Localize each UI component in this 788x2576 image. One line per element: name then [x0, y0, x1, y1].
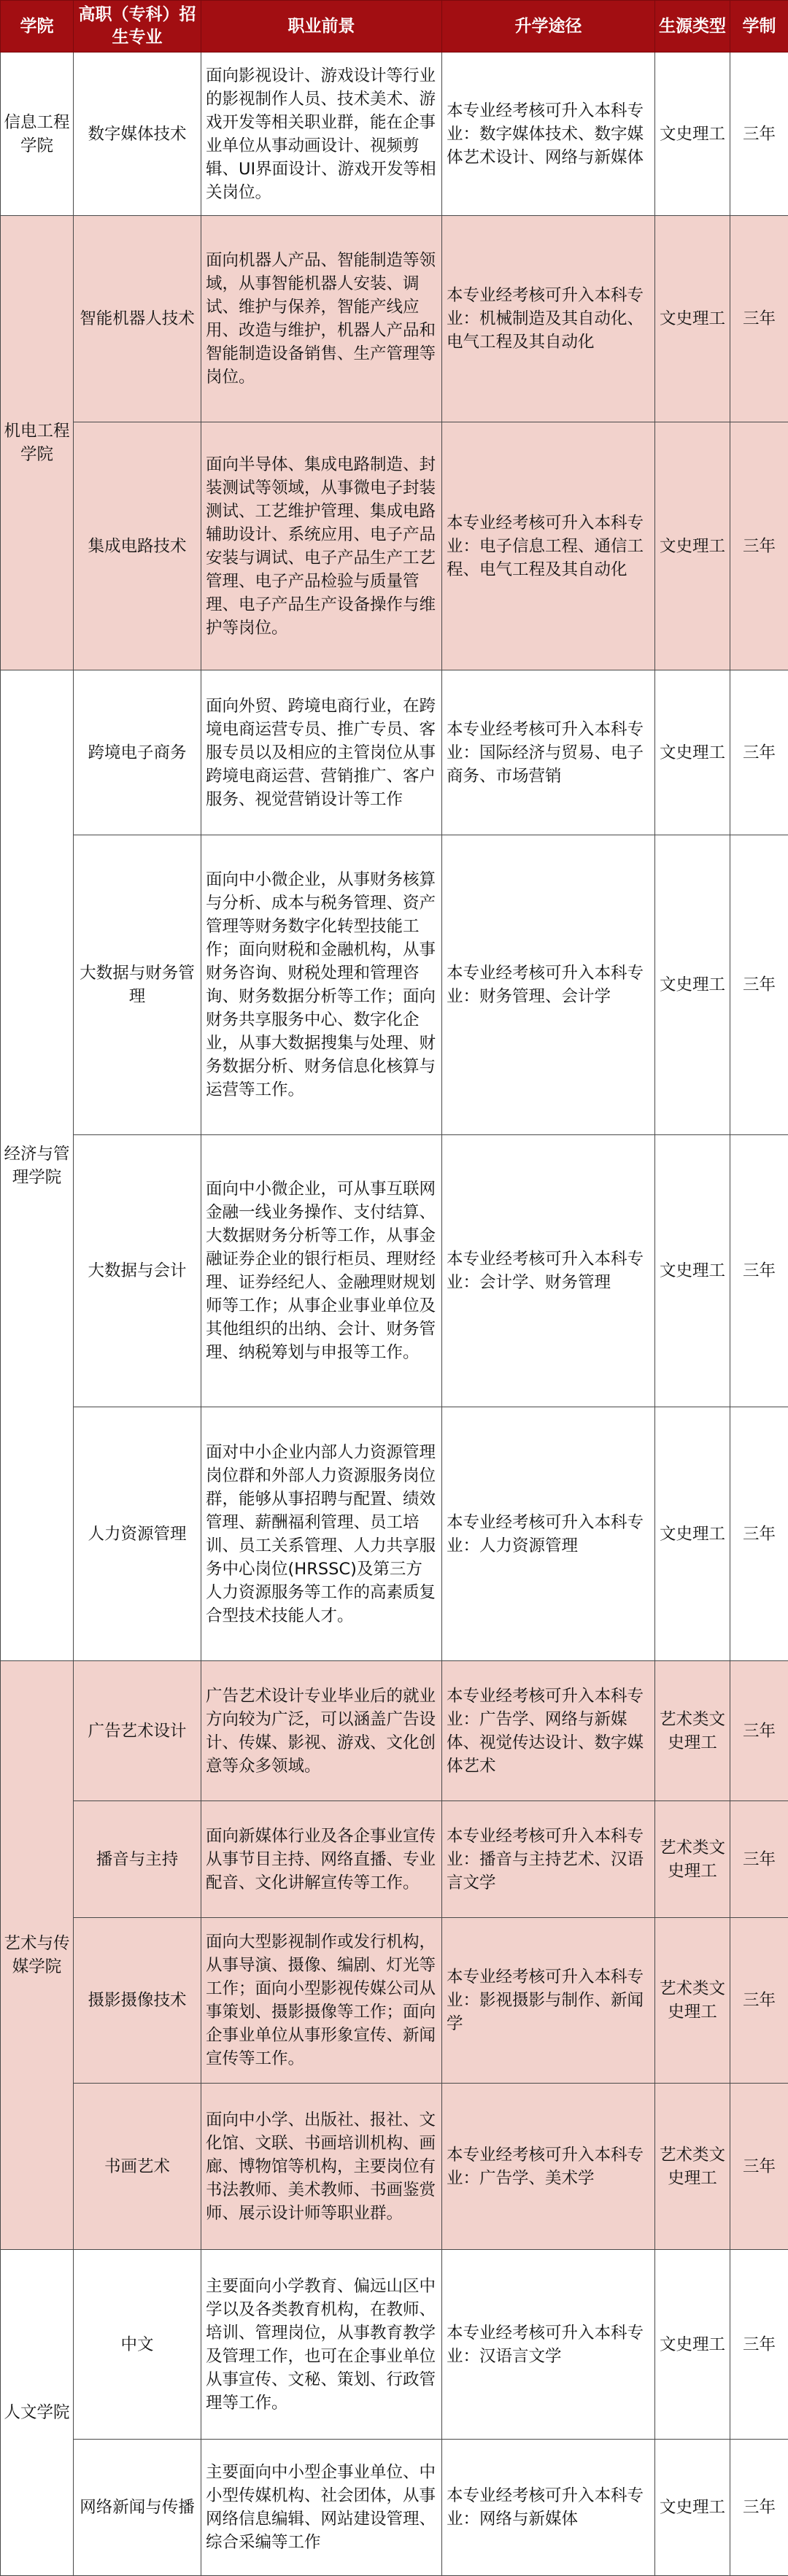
- years-cell: 三年: [730, 1661, 788, 1801]
- path-cell: 本专业经考核可升入本科专业：机械制造及其自动化、电气工程及其自动化: [442, 216, 655, 422]
- table-row: [1, 670, 788, 835]
- years-cell: 三年: [730, 1801, 788, 1918]
- path-cell: 本专业经考核可升入本科专业：人力资源管理: [442, 1407, 655, 1661]
- major-cell: 中文: [74, 2250, 201, 2440]
- type-cell: 文史理工: [655, 835, 730, 1135]
- major-cell: 人力资源管理: [74, 1407, 201, 1661]
- career-cell: 广告艺术设计专业毕业后的就业方向较为广泛，可以涵盖广告设计、传媒、影视、游戏、文化创意等众多领域。: [201, 1661, 442, 1801]
- years-cell: 三年: [730, 2250, 788, 2440]
- type-cell: 文史理工: [655, 1407, 730, 1661]
- major-cell: 集成电路技术: [74, 422, 201, 670]
- type-cell: 艺术类文史理工: [655, 1661, 730, 1801]
- path-cell: 本专业经考核可升入本科专业：数字媒体技术、数字媒体艺术设计、网络与新媒体: [442, 53, 655, 216]
- years-cell: 三年: [730, 1407, 788, 1661]
- career-cell: 主要面向中小型企事业单位、中小型传媒机构、社会团体，从事网络信息编辑、网站建设管理、综合采编等工作: [201, 2440, 442, 2576]
- career-cell: 面对中小企业内部人力资源管理岗位群和外部人力资源服务岗位群，能够从事招聘与配置、绩效管理、薪酬福利管理、员工培训、员工关系管理、人力共享服务中心岗位(HRSSC)及第三方人力资源服务等工作的高素质复合型技术技能人才。: [201, 1407, 442, 1661]
- table-row: [1, 53, 788, 216]
- path-cell: 本专业经考核可升入本科专业：汉语言文学: [442, 2250, 655, 2440]
- path-cell: 本专业经考核可升入本科专业：广告学、美术学: [442, 2084, 655, 2250]
- table-row: [1, 2250, 788, 2440]
- college-cell: 机电工程学院: [1, 216, 74, 670]
- major-cell: 数字媒体技术: [74, 53, 201, 216]
- years-cell: 三年: [730, 216, 788, 422]
- career-cell: 面向半导体、集成电路制造、封装测试等领域，从事微电子封装测试、工艺维护管理、集成电路辅助设计、系统应用、电子产品安装与调试、电子产品生产工艺管理、电子产品检验与质量管理、电子产品生产设备操作与维护等岗位。: [201, 422, 442, 670]
- type-cell: 文史理工: [655, 2440, 730, 2576]
- type-cell: 文史理工: [655, 670, 730, 835]
- years-cell: 三年: [730, 1918, 788, 2084]
- table-row: [1, 216, 788, 422]
- table-row: [1, 1135, 788, 1407]
- years-cell: 三年: [730, 53, 788, 216]
- type-cell: 艺术类文史理工: [655, 2084, 730, 2250]
- years-cell: 三年: [730, 422, 788, 670]
- type-cell: 文史理工: [655, 53, 730, 216]
- header-path: 升学途径: [442, 1, 655, 53]
- major-cell: 摄影摄像技术: [74, 1918, 201, 2084]
- major-cell: 跨境电子商务: [74, 670, 201, 835]
- type-cell: 文史理工: [655, 216, 730, 422]
- college-cell: 经济与管理学院: [1, 670, 74, 1661]
- major-cell: 大数据与会计: [74, 1135, 201, 1407]
- table-row: [1, 2084, 788, 2250]
- years-cell: 三年: [730, 2440, 788, 2576]
- career-cell: 面向影视设计、游戏设计等行业的影视制作人员、技术美术、游戏开发等相关职业群，能在企事业单位从事动画设计、视频剪辑、UI界面设计、游戏开发等相关岗位。: [201, 53, 442, 216]
- career-cell: 面向大型影视制作或发行机构，从事导演、摄像、编剧、灯光等工作；面向小型影视传媒公司从事策划、摄影摄像等工作；面向企事业单位从事形象宣传、新闻宣传等工作。: [201, 1918, 442, 2084]
- table-row: [1, 2440, 788, 2576]
- table-row: [1, 835, 788, 1135]
- major-cell: 大数据与财务管理: [74, 835, 201, 1135]
- career-cell: 面向中小微企业，从事财务核算与分析、成本与税务管理、资产管理等财务数字化转型技能工作；面向财税和金融机构，从事财务咨询、财税处理和管理咨询、财务数据分析等工作；面向财务共享服务中心、数字化企业，从事大数据搜集与处理、财务数据分析、财务信息化核算与运营等工作。: [201, 835, 442, 1135]
- college-cell: 信息工程学院: [1, 53, 74, 216]
- years-cell: 三年: [730, 2084, 788, 2250]
- years-cell: 三年: [730, 1135, 788, 1407]
- major-cell: 书画艺术: [74, 2084, 201, 2250]
- path-cell: 本专业经考核可升入本科专业：财务管理、会计学: [442, 835, 655, 1135]
- major-cell: 播音与主持: [74, 1801, 201, 1918]
- years-cell: 三年: [730, 670, 788, 835]
- type-cell: 艺术类文史理工: [655, 1801, 730, 1918]
- table-row: [1, 1801, 788, 1918]
- table-row: [1, 1661, 788, 1801]
- path-cell: 本专业经考核可升入本科专业：网络与新媒体: [442, 2440, 655, 2576]
- career-cell: 面向外贸、跨境电商行业，在跨境电商运营专员、推广专员、客服专员以及相应的主管岗位从事跨境电商运营、营销推广、客户服务、视觉营销设计等工作: [201, 670, 442, 835]
- table-row: [1, 1407, 788, 1661]
- college-cell: 人文学院: [1, 2250, 74, 2576]
- career-cell: 主要面向小学教育、偏远山区中学以及各类教育机构，在教师、培训、管理岗位，从事教育教学及管理工作，也可在企事业单位从事宣传、文秘、策划、行政管理等工作。: [201, 2250, 442, 2440]
- career-cell: 面向机器人产品、智能制造等领域，从事智能机器人安装、调试、维护与保养，智能产线应用、改造与维护，机器人产品和智能制造设备销售、生产管理等岗位。: [201, 216, 442, 422]
- college-cell: 艺术与传媒学院: [1, 1661, 74, 2250]
- header-career: 职业前景: [201, 1, 442, 53]
- path-cell: 本专业经考核可升入本科专业：播音与主持艺术、汉语言文学: [442, 1801, 655, 1918]
- header-college: 学院: [1, 1, 74, 53]
- career-cell: 面向中小学、出版社、报社、文化馆、文联、书画培训机构、画廊、博物馆等机构，主要岗位有书法教师、美术教师、书画鉴赏师、展示设计师等职业群。: [201, 2084, 442, 2250]
- path-cell: 本专业经考核可升入本科专业：广告学、网络与新媒体、视觉传达设计、数字媒体艺术: [442, 1661, 655, 1801]
- major-cell: 网络新闻与传播: [74, 2440, 201, 2576]
- years-cell: 三年: [730, 835, 788, 1135]
- table-header-row: [1, 1, 788, 53]
- type-cell: 文史理工: [655, 422, 730, 670]
- header-years: 学制: [730, 1, 788, 53]
- path-cell: 本专业经考核可升入本科专业：电子信息工程、通信工程、电气工程及其自动化: [442, 422, 655, 670]
- path-cell: 本专业经考核可升入本科专业：影视摄影与制作、新闻学: [442, 1918, 655, 2084]
- path-cell: 本专业经考核可升入本科专业：会计学、财务管理: [442, 1135, 655, 1407]
- type-cell: 文史理工: [655, 2250, 730, 2440]
- table-row: [1, 1918, 788, 2084]
- major-cell: 智能机器人技术: [74, 216, 201, 422]
- header-major: 高职（专科）招生专业: [74, 1, 201, 53]
- header-type: 生源类型: [655, 1, 730, 53]
- career-cell: 面向新媒体行业及各企事业宣传从事节目主持、网络直播、专业配音、文化讲解宣传等工作。: [201, 1801, 442, 1918]
- major-cell: 广告艺术设计: [74, 1661, 201, 1801]
- table-row: [1, 422, 788, 670]
- career-cell: 面向中小微企业，可从事互联网金融一线业务操作、支付结算、大数据财务分析等工作，从事金融证券企业的银行柜员、理财经理、证券经纪人、金融理财规划师等工作；从事企业事业单位及其他组织的出纳、会计、财务管理、纳税筹划与申报等工作。: [201, 1135, 442, 1407]
- type-cell: 文史理工: [655, 1135, 730, 1407]
- type-cell: 艺术类文史理工: [655, 1918, 730, 2084]
- path-cell: 本专业经考核可升入本科专业：国际经济与贸易、电子商务、市场营销: [442, 670, 655, 835]
